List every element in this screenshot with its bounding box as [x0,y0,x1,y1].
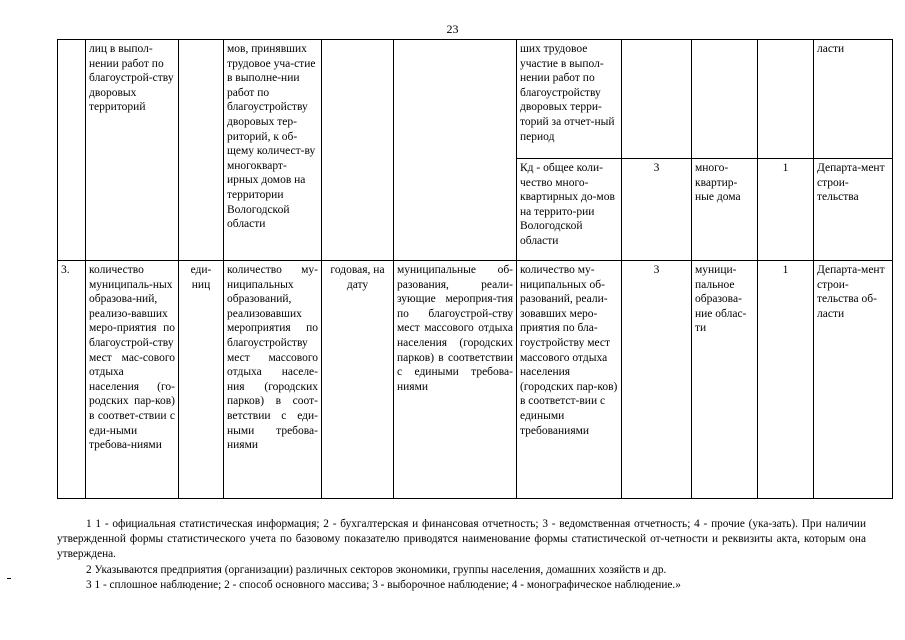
cell-num: 3. [58,261,86,499]
cell-indicator: количество муниципаль-ных образова-ний, реализо-вавших меро-приятия по благоустрой-ству мест мас-сового отдыха населения (го-родских пар-ков) в соответ-ствии с еди-ными требова-ниями [86,261,179,499]
cell-source: 3 [622,159,692,261]
footnote-2: 2 Указываются предприятия (организации) различных секторов экономики, группы населения, домашних хозяйств и др. [86,563,667,576]
cell-indicator: лиц в выпол-нении работ по благоустрой-ству дворовых территорий [86,40,179,261]
cell-component: Кд - общее коли-чество много-квартирных до-мов на террито-рии Вологодской области [517,159,622,261]
footnotes [57,517,866,593]
cell-responsible: ласти [814,40,893,159]
cell-source: 3 [622,261,692,499]
cell-unit: еди-ниц [179,261,224,499]
cell-method: 1 [758,261,814,499]
cell-component: количество му-ниципальных об-разований, реали-зовавших меро-приятия по бла-гоустройству мест массового отдыха населения (городских пар-ков) в соответст-вии с едиными требованиями [517,261,622,499]
cell-definition: мов, принявших трудовое уча-стие в выполне-нии работ по благоустройству дворовых тер-риторий, к об-щему количест-ву многокварт-ирных домов на территории Вологодской области [224,40,322,261]
cell-num [58,40,86,261]
indicator-table [57,39,893,499]
cell-objects [394,40,517,261]
footnote-3: 3 1 - сплошное наблюдение; 2 - способ основного массива; 3 - выборочное наблюдение; 4 - монографическое наблюдение.» [86,578,681,591]
footnote-1: 1 1 - официальная статистическая информация; 2 - бухгалтерская и финансовая отчетность; 3 - ведомственная отчетность; 4 - прочие (ука-зать). При наличии утвержденной формы статистического учета по базовому показателю приводятся наименование формы статистической от-четности и реквизиты акта, которым она утверждена. [57,518,866,561]
cell-definition: количество му-ниципальных образований, реализовавших мероприятия по благоустройству мест массового отдыха населе-ния (городских парков) в соот-ветствии с еди-ными требова-ниями [224,261,322,499]
cell-object: много-квартир-ные дома [692,159,758,261]
table-row [58,261,893,499]
cell-objects: муниципальные об-разования, реали-зующие мероприя-тия по благоустрой-ству мест массового отдыха населения (городских парков) в соответствии с едиными требова-ниями [394,261,517,499]
cell-responsible: Департа-мент строи-тельства [814,159,893,261]
cell-responsible: Департа-мент строи-тельства об-ласти [814,261,893,499]
margin-mark [7,578,11,579]
cell-period: годовая, на дату [322,261,394,499]
page-number: 23 [446,22,459,36]
cell-source [622,40,692,159]
cell-component: ших трудовое участие в выпол-нении работ по благоустройству дворовых терри-торий за отчет-ный период [517,40,622,159]
cell-object: муници-пальное образова-ние облас-ти [692,261,758,499]
cell-object [692,40,758,159]
cell-period [322,40,394,261]
table-row [58,40,893,159]
cell-unit [179,40,224,261]
cell-method: 1 [758,159,814,261]
cell-method [758,40,814,159]
